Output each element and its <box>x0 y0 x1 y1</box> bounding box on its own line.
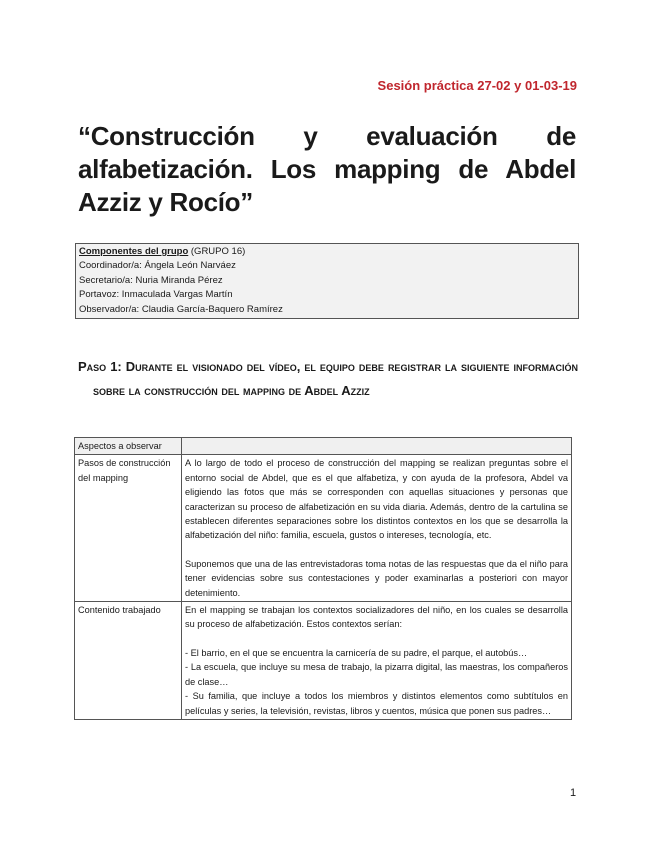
content-item-family: - Su familia, que incluye a todos los miembros y distintos elementos como subtítulos en películas y series, la televisión, revistas, libros y cuentos, música que ponen sus padres… <box>185 691 568 716</box>
group-coordinator: Coordinador/a: Ángela León Narváez <box>79 260 236 272</box>
row-content-content <box>182 602 572 720</box>
page-number: 1 <box>570 787 577 799</box>
content-item-neighborhood: - El barrio, en el que se encuentra la carnicería de su padre, el parque, el autobús… <box>185 647 528 658</box>
session-label: Sesión práctica 27-02 y 01-03-19 <box>377 78 577 93</box>
content-intro: En el mapping se trabajan los contextos socializadores del niño, en los cuales se desarrolla su proceso de alfabetización. Estos contextos serían: <box>185 605 568 630</box>
content-item-school: - La escuela, que incluye su mesa de trabajo, la pizarra digital, las maestras, los compañeros de clase… <box>185 662 568 687</box>
table-row <box>75 602 572 720</box>
table-header-aspect: Aspectos a observar <box>75 438 182 455</box>
row-content-steps <box>182 455 572 602</box>
row-label-content: Contenido trabajado <box>75 602 182 720</box>
group-observer: Observador/a: Claudia García-Baquero Ramírez <box>79 303 283 315</box>
page-title: “Construcción y evaluación de alfabetización. Los mapping de Abdel Azziz y Rocío” <box>78 121 576 217</box>
table-header-row <box>75 438 572 455</box>
steps-paragraph-1: A lo largo de todo el proceso de construcción del mapping se realizan preguntas sobre el entorno social de Abdel, que es el que alfabetiza, y con ayuda de la profesora, Abdel va eligiendo las fotos que más se corresponden con aquellas situaciones y personas que caracterizan su proceso de alfabetización en su vida diaria. Además, dentro de la cartulina se establecen diferentes separaciones sobre los distintos contextos en los que se desarrolla la alfabetización del niño: familia, escuela, gustos o intereses, tecnología, etc. <box>185 458 568 541</box>
step1-heading: Paso 1: Durante el visionado del vídeo, el equipo debe registrar la siguiente información sobre la construcción del mapping de Abdel Azziz <box>78 359 578 398</box>
group-secretary: Secretario/a: Nuria Miranda Pérez <box>79 274 223 286</box>
table-header-empty <box>182 438 572 455</box>
group-heading-row <box>79 245 575 259</box>
table-row <box>75 455 572 602</box>
group-id: (GRUPO 16) <box>190 246 246 257</box>
group-spokesperson: Portavoz: Inmaculada Vargas Martín <box>79 289 233 301</box>
group-heading: Componentes del grupo <box>79 246 189 257</box>
steps-paragraph-2: Suponemos que una de las entrevistadoras toma notas de las respuestas que da el niño para tener evidencias sobre sus contestaciones y poder examinarlas a posteriori con mayor detenimiento. <box>185 558 568 598</box>
group-info-box <box>75 243 579 319</box>
row-label-steps: Pasos de construcción del mapping <box>75 455 182 602</box>
observation-table <box>74 437 572 720</box>
